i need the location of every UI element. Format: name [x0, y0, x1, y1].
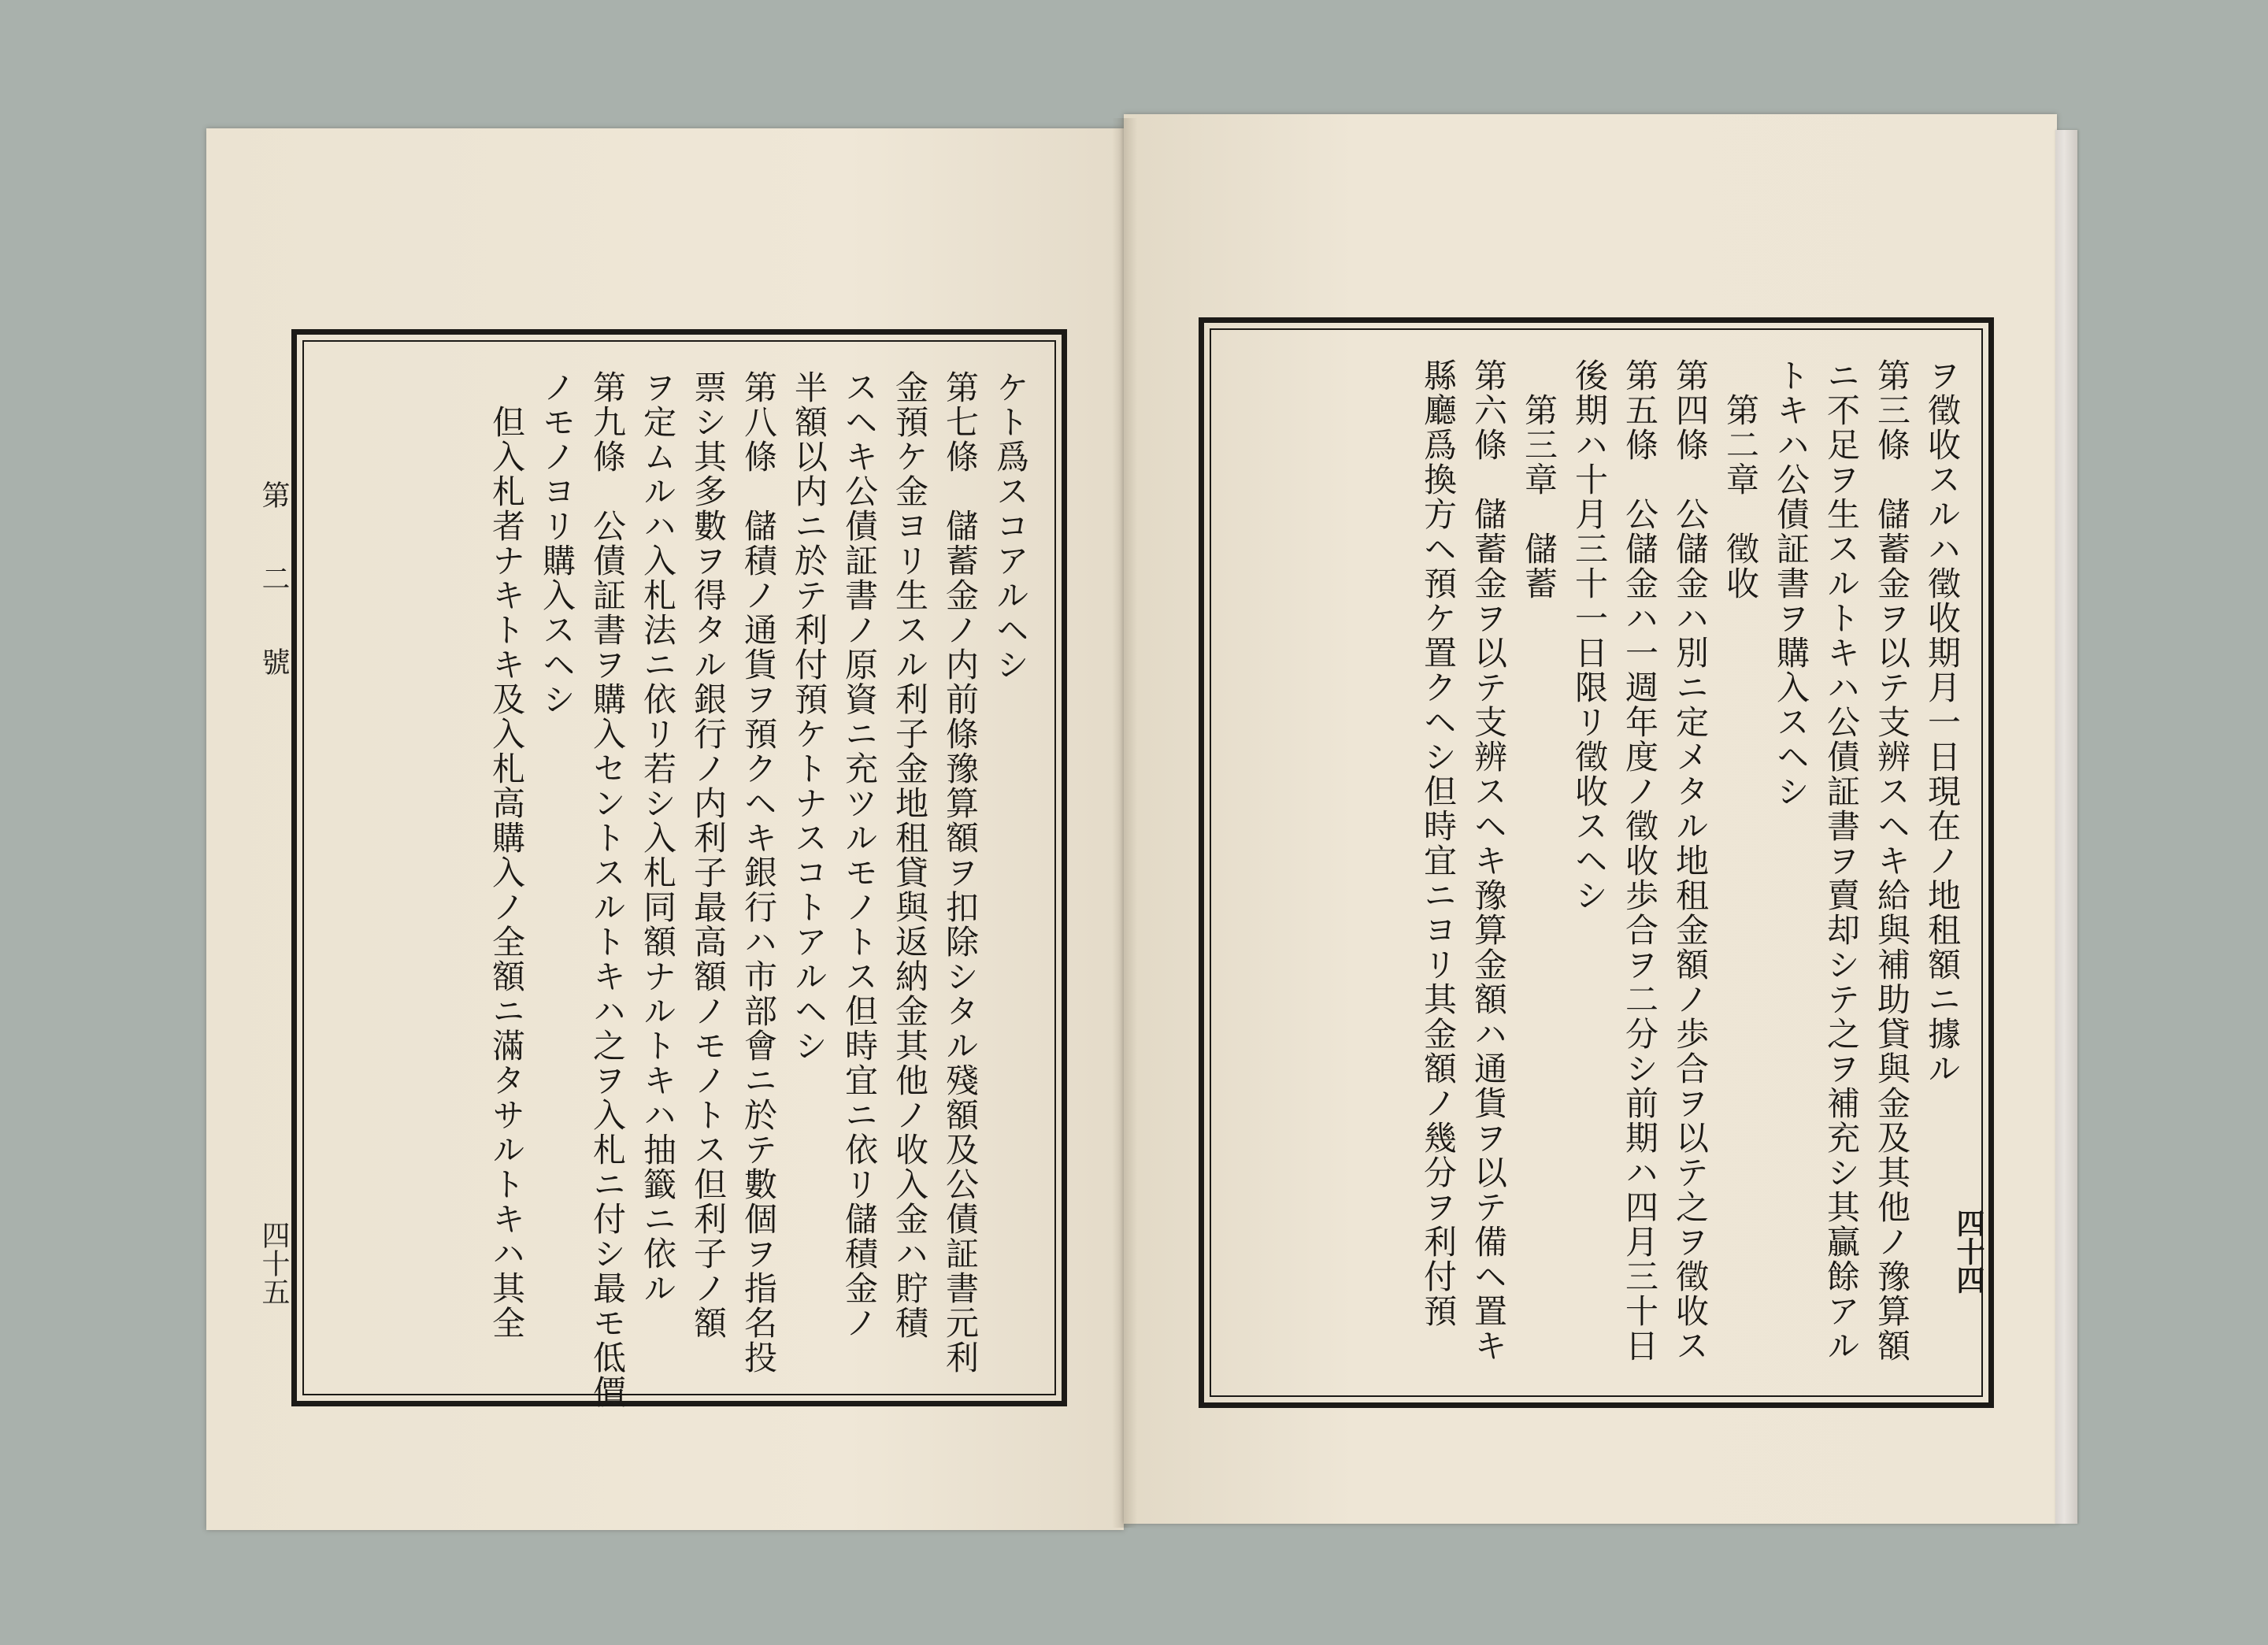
text-column: 第二章 徵收	[1721, 358, 1760, 601]
left-page-number: 四十五	[258, 1221, 290, 1306]
text-column: 第四條 公儲金ハ別ニ定メタル地租金額ノ歩合ヲ以テ之ヲ徵收ス	[1671, 358, 1710, 1363]
page-stack-edge	[2055, 130, 2077, 1524]
right-page-number: 四十四	[1952, 1209, 1985, 1294]
text-column: 第七條 儲蓄金ノ内前條豫算額ヲ扣除シタル殘額及公債証書元利	[941, 370, 980, 1375]
text-column: トキハ公債証書ヲ購入スヘシ	[1772, 358, 1810, 809]
text-column: 但入札者ナキトキ及入札高購入ノ全額ニ滿タサルトキハ其全	[487, 370, 526, 1340]
text-column: 第六條 儲蓄金ヲ以テ支辨スヘキ豫算金額ハ通貨ヲ以テ備ヘ置キ	[1469, 358, 1508, 1363]
text-column: ケト爲スコアルヘシ	[991, 370, 1030, 682]
issue-label: 第二號	[258, 480, 290, 731]
book-gutter	[1112, 118, 1137, 1528]
text-column: 票シ其多數ヲ得タル銀行ノ内利子最高額ノモノトス但利子ノ額	[689, 370, 728, 1340]
text-column: ニ不足ヲ生スルトキハ公債証書ヲ賣却シテ之ヲ補充シ其贏餘アル	[1822, 358, 1861, 1363]
text-column: ノモノヨリ購入スヘシ	[538, 370, 576, 717]
text-column: ヲ定ムルハ入札法ニ依リ若シ入札同額ナルトキハ抽籤ニ依ル	[639, 370, 677, 1306]
text-column: 第九條 公債証書ヲ購入セントスルトキハ之ヲ入札ニ付シ最モ低價	[588, 370, 627, 1410]
text-column: 半額以内ニ於テ利付預ケトナスコトアルヘシ	[790, 370, 828, 1063]
text-column: 第三條 儲蓄金ヲ以テ支辨スヘキ給與補助貸與金及其他ノ豫算額	[1873, 358, 1911, 1363]
text-column: 縣廳爲換方ヘ預ケ置クヘシ但時宜ニヨリ其金額ノ幾分ヲ利付預	[1419, 358, 1458, 1328]
left-page-text	[311, 370, 1036, 1410]
text-column: 第三章 儲蓄	[1520, 358, 1558, 601]
text-column: ヲ徵收スルハ徵收期月一日現在ノ地租額ニ據ル	[1923, 358, 1962, 1086]
text-column: 第五條 公儲金ハ一週年度ノ徵收歩合ヲ二分シ前期ハ四月三十日	[1621, 358, 1659, 1363]
text-column: 第八條 儲積ノ通貨ヲ預クヘキ銀行ハ市部會ニ於テ數個ヲ指名投	[739, 370, 778, 1375]
right-page-text	[1219, 358, 1967, 1374]
text-column: スヘキ公債証書ノ原資ニ充ツルモノトス但時宜ニ依リ儲積金ノ	[840, 370, 879, 1340]
text-column: 金預ケ金ヨリ生スル利子金地租貸與返納金其他ノ收入金ハ貯積	[891, 370, 929, 1340]
text-column: 後期ハ十月三十一日限リ徵收スヘシ	[1570, 358, 1609, 913]
